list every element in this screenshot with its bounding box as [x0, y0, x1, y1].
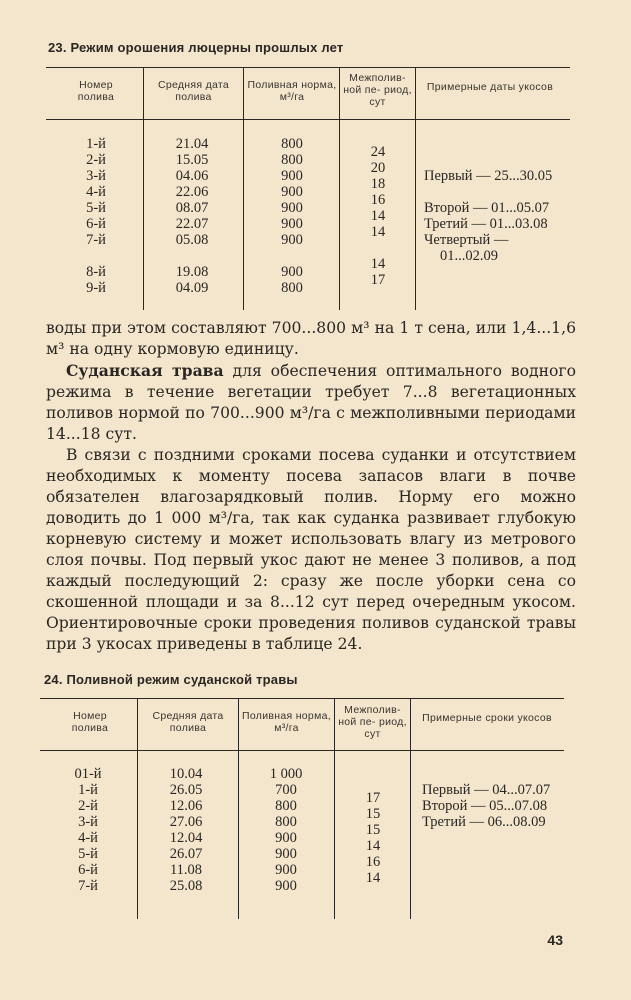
table23-cell-cut: Четвертый —	[424, 232, 509, 248]
table24-cell-date: 11.08	[169, 862, 203, 878]
table24-numbers-column	[60, 766, 116, 894]
table23-cell-number	[68, 248, 124, 264]
table23-cell-cut	[424, 184, 574, 200]
table24-header-number: Номер полива	[71, 710, 109, 734]
table24-cell-number: 1-й	[78, 782, 98, 798]
table23-norms-column	[252, 136, 332, 296]
table23-cell-norm	[252, 248, 332, 264]
table23-col-divider	[415, 68, 416, 310]
table23-header-interval: Межполив- ной пе- риод, сут	[343, 72, 412, 108]
table23-cell-interval: 14	[370, 256, 386, 272]
table23-cuts-column	[424, 168, 574, 264]
body-text	[46, 318, 576, 655]
table23-header-rule	[46, 119, 570, 120]
table23-cell-norm: 800	[281, 280, 303, 296]
table23-cell-date: 05.08	[175, 232, 209, 248]
table24-header-interval: Межполив- ной пе- риод, сут	[338, 704, 407, 740]
table24-cell-number: 5-й	[78, 846, 98, 862]
table24-col-divider	[410, 699, 411, 919]
table24-cell-cut: Второй — 05...07.08	[422, 798, 548, 814]
table24-cell-date: 26.05	[169, 782, 203, 798]
table23-dates-column	[152, 136, 232, 296]
table23-cell-number: 2-й	[86, 152, 106, 168]
table24-col-divider	[334, 699, 335, 919]
table23-cell-cut: Первый — 25...30.05	[424, 168, 553, 184]
table24-header-cuts: Примерные сроки укосов	[422, 712, 552, 724]
table23-cell-date: 21.04	[175, 136, 209, 152]
table23-cell-date: 08.07	[175, 200, 209, 216]
table24-cell-norm: 900	[275, 846, 297, 862]
table24-header-date: Средняя дата полива	[152, 710, 224, 734]
table23-cell-date: 22.07	[175, 216, 209, 232]
table23-cell-cut: Третий — 01...03.08	[424, 216, 548, 232]
table23-cell-norm: 900	[281, 168, 303, 184]
table23-intervals-column	[345, 144, 411, 288]
table23-cell-date: 15.05	[175, 152, 209, 168]
table24-cell-date: 12.04	[169, 830, 203, 846]
table24-cuts-column	[422, 782, 572, 830]
table23-cell-interval: 16	[370, 192, 386, 208]
table23-cell-interval: 18	[370, 176, 386, 192]
term-sudan-grass: Суданская трава	[66, 361, 224, 380]
table24-cell-number: 01-й	[74, 766, 102, 782]
table23-col-divider	[143, 68, 144, 310]
table23-cell-norm: 900	[281, 200, 303, 216]
table23-cell-number: 4-й	[86, 184, 106, 200]
paragraph-water-use: воды при этом составляют 700...800 м³ на 1 т сена, или 1,4...1,6 м³ на одну кормовую единицу.	[46, 319, 576, 358]
paragraph-sudan-grass: Суданская трава для обеспечения оптимального водного режима в течение вегетации требует 7...8 вегетационных поливов нормой по 700...900 м³/га с межполивными периодами 14...18 сут.	[46, 361, 576, 443]
table23-cell-date: 04.09	[175, 280, 209, 296]
table23-cell-norm: 900	[281, 184, 303, 200]
table24-col-divider	[238, 699, 239, 919]
table23-title: 23. Режим орошения люцерны прошлых лет	[48, 40, 344, 55]
table24-cell-norm: 900	[275, 830, 297, 846]
table23-cell-interval: 17	[370, 272, 386, 288]
table23-cell-date	[152, 248, 232, 264]
table24-cell-date: 25.08	[169, 878, 203, 894]
table23-cell-number: 8-й	[86, 264, 106, 280]
table23-header-norm: Поливная норма, м³/га	[247, 79, 337, 103]
table24-cell-number: 4-й	[78, 830, 98, 846]
table24-cell-interval: 15	[365, 806, 381, 822]
table24-cell-cut: Первый — 04...07.07	[422, 782, 551, 798]
table24-intervals-column	[340, 790, 406, 886]
table23-cell-date: 04.06	[175, 168, 209, 184]
table24-cell-date: 12.06	[169, 798, 203, 814]
table24-header-rule	[40, 750, 564, 751]
page-number: 43	[547, 932, 563, 948]
table23-cell-number: 5-й	[86, 200, 106, 216]
table23-cell-cut: 01...02.09	[440, 248, 498, 264]
table24-cell-norm: 1 000	[269, 766, 303, 782]
table23-cell-number: 3-й	[86, 168, 106, 184]
table23-cell-date: 22.06	[175, 184, 209, 200]
table24-dates-column	[146, 766, 226, 894]
paragraph-irrigation: В связи с поздними сроками посева суданки и отсутствием необходимых к моменту посева запасов влаги в почве обязателен влагозарядковый полив. Норму его можно доводить до 1 000 м³/га, так как суданка развивает глубокую корневую систему и может использовать влагу из метрового слоя почвы. Под первый укос дают не менее 3 поливов, а под каждый последующий 2: сразу же после уборки сена со скошенной площади и за 8...12 сут перед очередным укосом. Ориентировочные сроки проведения поливов суданской травы при 3 укосах приведены в таблице 24.	[46, 446, 576, 653]
table23-cell-norm: 900	[281, 232, 303, 248]
table23-cell-norm: 800	[281, 152, 303, 168]
table24-col-divider	[137, 699, 138, 919]
table23-cell-norm: 900	[281, 216, 303, 232]
table23-cell-number: 6-й	[86, 216, 106, 232]
table23-numbers-column	[68, 136, 124, 296]
table23-cell-interval	[345, 240, 411, 256]
table24-cell-interval: 14	[365, 838, 381, 854]
table24-cell-date: 10.04	[169, 766, 203, 782]
table23-cell-interval: 20	[370, 160, 386, 176]
table23-cell-norm: 800	[281, 136, 303, 152]
table23-cell-number: 7-й	[86, 232, 106, 248]
table23-header-cuts: Примерные даты укосов	[426, 81, 554, 93]
table23-cell-number: 1-й	[86, 136, 106, 152]
table23-cell-norm: 900	[281, 264, 303, 280]
table23-cell-interval: 24	[370, 144, 386, 160]
table24-title: 24. Поливной режим суданской травы	[44, 672, 298, 687]
table24-cell-cut: Третий — 06...08.09	[422, 814, 546, 830]
table24-cell-date: 27.06	[169, 814, 203, 830]
table23-col-divider	[339, 68, 340, 310]
table24-cell-norm: 800	[275, 814, 297, 830]
table23-header-number: Номер полива	[77, 79, 115, 103]
table23-header-date: Средняя дата полива	[157, 79, 230, 103]
table24-cell-norm: 900	[275, 862, 297, 878]
table24-cell-number: 2-й	[78, 798, 98, 814]
table23-cell-date: 19.08	[175, 264, 209, 280]
table24-cell-interval: 16	[365, 854, 381, 870]
table24-cell-number: 7-й	[78, 878, 98, 894]
table23-top-rule	[46, 67, 570, 68]
table23-cell-interval: 14	[370, 224, 386, 240]
table24-cell-number: 6-й	[78, 862, 98, 878]
table23-cell-interval: 14	[370, 208, 386, 224]
table24-cell-norm: 900	[275, 878, 297, 894]
table24-cell-date: 26.07	[169, 846, 203, 862]
table24-cell-interval: 17	[365, 790, 381, 806]
table24-cell-norm: 800	[275, 798, 297, 814]
table24-norms-column	[246, 766, 326, 894]
table23-cell-number: 9-й	[86, 280, 106, 296]
table24-top-rule	[40, 698, 564, 699]
table24-cell-norm: 700	[275, 782, 297, 798]
table24-header-norm: Поливная норма, м³/га	[242, 710, 331, 734]
table24-cell-number: 3-й	[78, 814, 98, 830]
table23-cell-cut: Второй — 01...05.07	[424, 200, 550, 216]
table23-col-divider	[243, 68, 244, 310]
table24-cell-interval: 15	[365, 822, 381, 838]
table24-cell-interval: 14	[365, 870, 381, 886]
